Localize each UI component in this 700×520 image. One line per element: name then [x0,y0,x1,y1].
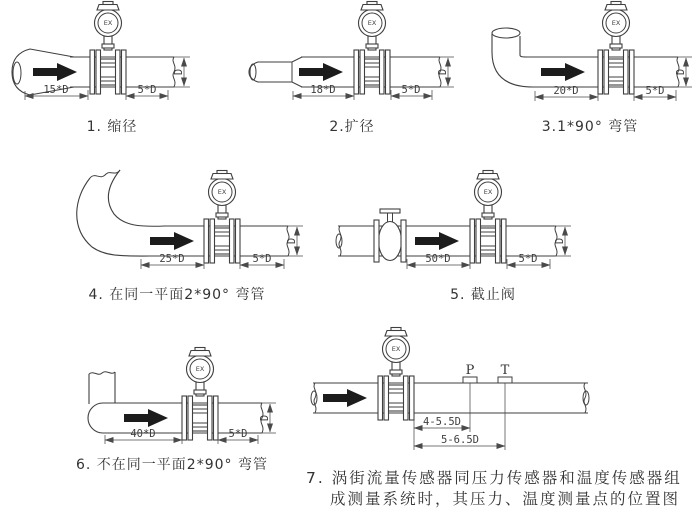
elbow-inner [520,36,530,57]
pressure-distance-dimension [414,416,470,428]
downstream-length-label: 5*D [401,84,421,96]
pressure-distance-label: 4-5.5D [423,416,461,428]
upstream-length-label: 18*D [310,84,336,96]
diagram-1-reducer [12,2,190,136]
diagram-6-double-bend-out-of-plane [76,348,276,474]
caption-4: 4. 在同一平面2*90° 弯管 [88,287,266,303]
temperature-tap-label: T [500,363,510,378]
diameter-label: D [437,68,449,76]
upstream-length-label: 50*D [425,253,451,265]
caption-3: 3.1*90° 弯管 [541,119,639,135]
downstream-length-label: 5*D [645,85,665,97]
temperature-distance-label: 5-6.5D [441,434,479,446]
upstream-length-label: 15*D [43,84,69,96]
downstream-length-label: 5*D [137,84,157,96]
upstream-length-label: 25*D [159,253,185,265]
elbow-opening [492,28,520,38]
upstream-length-label: 40*D [130,428,156,440]
diameter-label: D [259,414,271,422]
pipe-break-top [89,372,115,375]
upstream-length-label: 20*D [553,85,579,97]
pipe-diameter-dimension [173,57,190,87]
caption-6: 6. 不在同一平面2*90° 弯管 [76,457,268,473]
caption-5: 5. 截止阀 [450,287,516,303]
caption-1: 1. 缩径 [86,119,138,135]
diameter-label: D [173,68,185,76]
downstream-length-label: 5*D [518,253,538,265]
diagram-5-stop-valve [336,171,571,304]
diagram-4-double-bend-same-plane [77,170,303,303]
downstream-length-label: 5*D [228,428,248,440]
diagram-2-expander [249,2,454,136]
diagram-7-pt-measurement-points [306,328,682,509]
pressure-tap-label: P [465,363,475,378]
diameter-label: D [675,68,687,76]
downstream-length-label: 5*D [252,253,272,265]
diameter-label: D [286,237,298,245]
diameter-label: D [554,237,566,245]
caption-7-line1: 7. 涡街流量传感器同压力传感器和温度传感器组 [306,469,682,487]
caption-2: 2.扩径 [329,119,375,135]
stop-valve [374,209,406,262]
caption-7-line2: 成测量系统时，其压力、温度测量点的位置图 [330,490,681,508]
diagram-3-single-90-bend [492,2,692,136]
temperature-distance-dimension [414,434,505,446]
